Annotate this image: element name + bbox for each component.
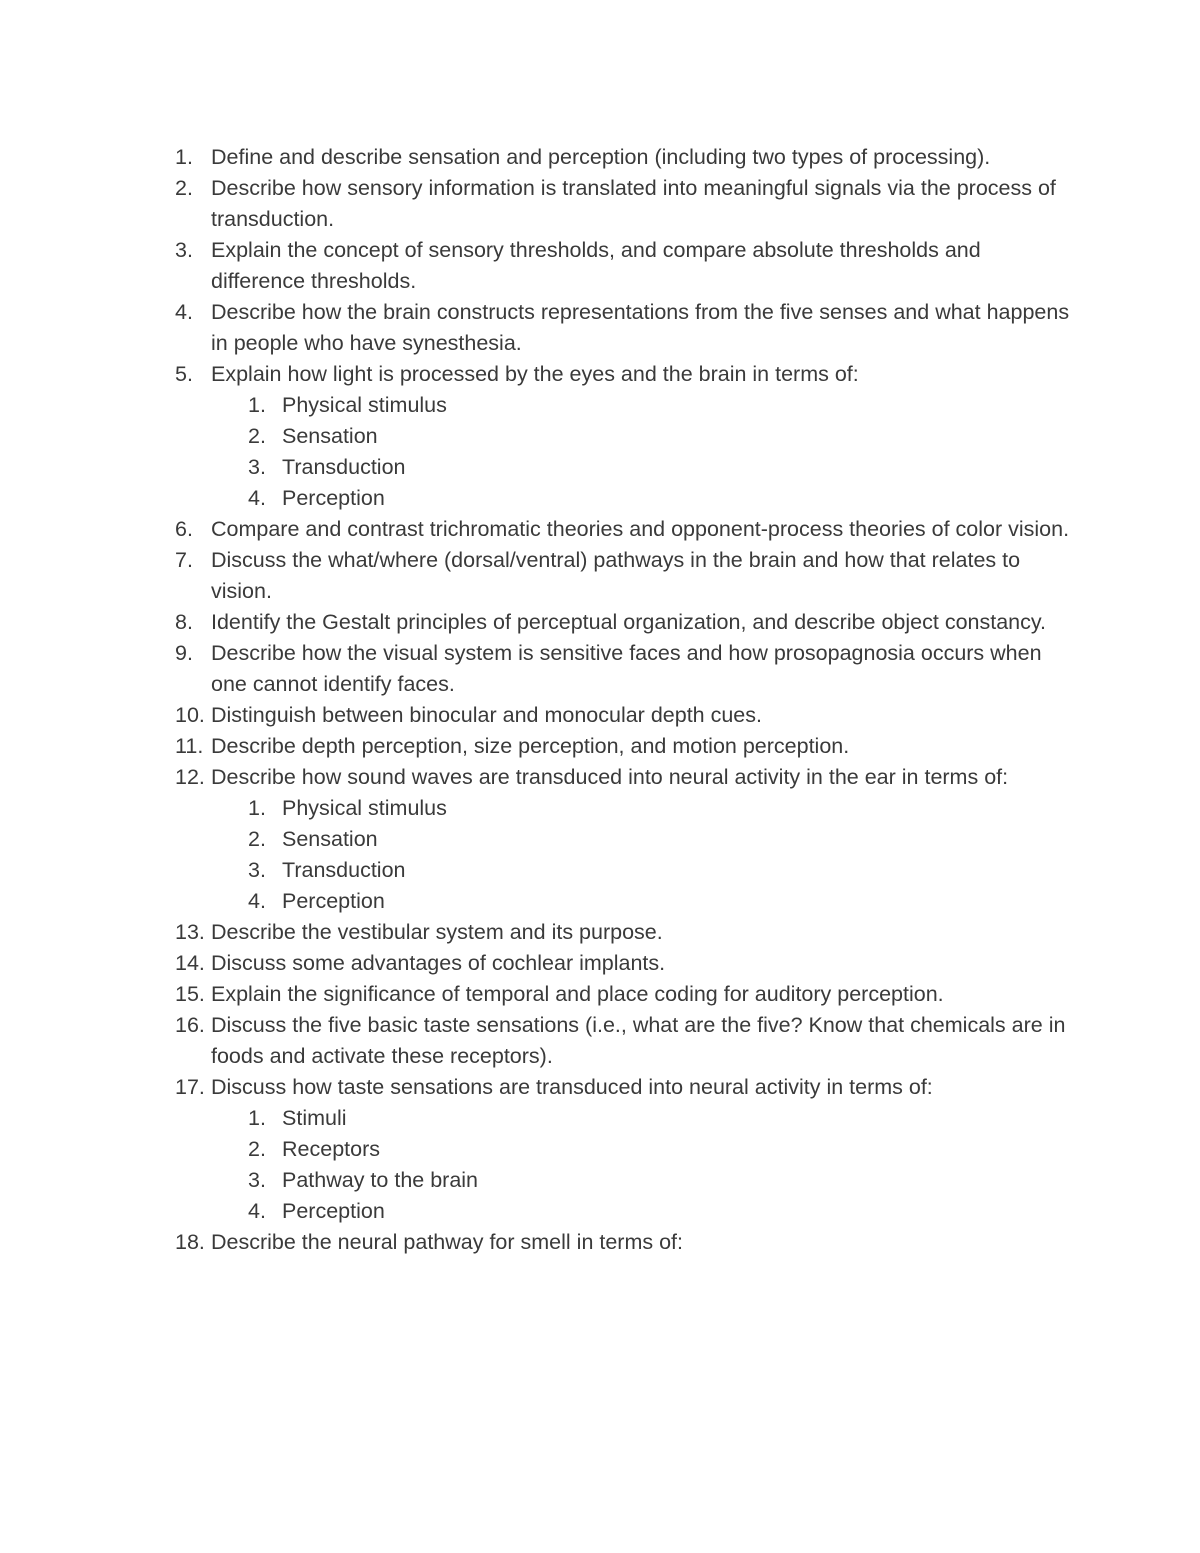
list-item (0, 545, 1200, 607)
list-number: 6. (175, 517, 193, 541)
sub-list-item (0, 886, 1200, 917)
list-number: 1. (248, 393, 266, 417)
list-item-text: Physical stimulus (282, 796, 447, 820)
sub-list-item (0, 421, 1200, 452)
sub-list-item (0, 824, 1200, 855)
list-item-text: Sensation (282, 424, 378, 448)
list-item-text: Discuss some advantages of cochlear implants. (211, 951, 666, 975)
list-number: 2. (248, 424, 266, 448)
list-item (0, 1072, 1200, 1103)
list-number: 3. (248, 455, 266, 479)
list-item-text: Describe how sensory information is translated into meaningful signals via the process of transduction. (211, 176, 1056, 231)
list-number: 11. (175, 734, 204, 758)
list-number: 1. (248, 796, 266, 820)
list-item-text: Define and describe sensation and perception (including two types of processing). (211, 145, 991, 169)
list-number: 4. (248, 889, 266, 913)
sub-list-item (0, 1134, 1200, 1165)
sub-list-item (0, 452, 1200, 483)
list-number: 2. (248, 1137, 266, 1161)
sub-list-item (0, 1165, 1200, 1196)
list-item (0, 731, 1200, 762)
list-item-text: Discuss how taste sensations are transduced into neural activity in terms of: (211, 1075, 933, 1099)
list-item-text: Pathway to the brain (282, 1168, 479, 1192)
list-item (0, 173, 1200, 235)
list-item (0, 607, 1200, 638)
list-number: 14. (175, 951, 205, 975)
list-item-text: Sensation (282, 827, 378, 851)
list-number: 16. (175, 1013, 205, 1037)
list-item-text: Describe how the brain constructs representations from the five senses and what happens in people who have synesthesia. (211, 300, 1070, 355)
list-item-text: Explain the concept of sensory thresholds, and compare absolute thresholds and difference thresholds. (211, 238, 981, 293)
list-number: 3. (175, 238, 193, 262)
list-item (0, 762, 1200, 793)
list-item (0, 948, 1200, 979)
list-item-text: Explain the significance of temporal and place coding for auditory perception. (211, 982, 944, 1006)
list-number: 5. (175, 362, 193, 386)
list-number: 4. (248, 486, 266, 510)
list-item (0, 638, 1200, 700)
list-number: 13. (175, 920, 205, 944)
list-number: 3. (248, 858, 266, 882)
list-item (0, 1227, 1200, 1258)
list-item-text: Discuss the five basic taste sensations (i.e., what are the five? Know that chemicals are in foods and activate these receptors). (211, 1013, 1066, 1068)
list-item-text: Describe depth perception, size perception, and motion perception. (211, 734, 850, 758)
list-item (0, 979, 1200, 1010)
sub-list-item (0, 855, 1200, 886)
list-item-text: Stimuli (282, 1106, 347, 1130)
list-number: 3. (248, 1168, 266, 1192)
list-item (0, 514, 1200, 545)
list-number: 15. (175, 982, 205, 1006)
list-item-text: Identify the Gestalt principles of perceptual organization, and describe object constancy. (211, 610, 1047, 634)
sub-list-item (0, 1196, 1200, 1227)
list-number: 17. (175, 1075, 205, 1099)
list-item-text: Describe the vestibular system and its purpose. (211, 920, 663, 944)
list-item (0, 297, 1200, 359)
list-item-text: Distinguish between binocular and monocular depth cues. (211, 703, 762, 727)
list-number: 9. (175, 641, 193, 665)
list-number: 7. (175, 548, 193, 572)
list-number: 18. (175, 1230, 205, 1254)
sub-list-item (0, 483, 1200, 514)
list-item-text: Explain how light is processed by the eyes and the brain in terms of: (211, 362, 859, 386)
list-item-text: Perception (282, 486, 385, 510)
list-number: 2. (248, 827, 266, 851)
objectives-list (0, 142, 1200, 1258)
sub-list-item (0, 793, 1200, 824)
list-item (0, 235, 1200, 297)
list-item-text: Transduction (282, 858, 406, 882)
list-item-text: Perception (282, 889, 385, 913)
list-number: 10. (175, 703, 205, 727)
sub-list-item (0, 1103, 1200, 1134)
list-item-text: Perception (282, 1199, 385, 1223)
list-number: 8. (175, 610, 193, 634)
list-item-text: Receptors (282, 1137, 380, 1161)
list-number: 4. (175, 300, 193, 324)
list-number: 4. (248, 1199, 266, 1223)
list-item-text: Describe the neural pathway for smell in terms of: (211, 1230, 684, 1254)
sub-list-item (0, 390, 1200, 421)
list-item-text: Discuss the what/where (dorsal/ventral) pathways in the brain and how that relates to vision. (211, 548, 1021, 603)
list-item-text: Describe how sound waves are transduced into neural activity in the ear in terms of: (211, 765, 1009, 789)
list-item (0, 142, 1200, 173)
list-number: 12. (175, 765, 205, 789)
list-number: 1. (175, 145, 193, 169)
list-number: 2. (175, 176, 193, 200)
list-item (0, 917, 1200, 948)
list-item-text: Transduction (282, 455, 406, 479)
list-item (0, 359, 1200, 390)
list-item (0, 1010, 1200, 1072)
list-item (0, 700, 1200, 731)
list-item-text: Describe how the visual system is sensitive faces and how prosopagnosia occurs when one cannot identify faces. (211, 641, 1042, 696)
list-number: 1. (248, 1106, 266, 1130)
list-item-text: Physical stimulus (282, 393, 447, 417)
list-item-text: Compare and contrast trichromatic theories and opponent-process theories of color vision. (211, 517, 1070, 541)
